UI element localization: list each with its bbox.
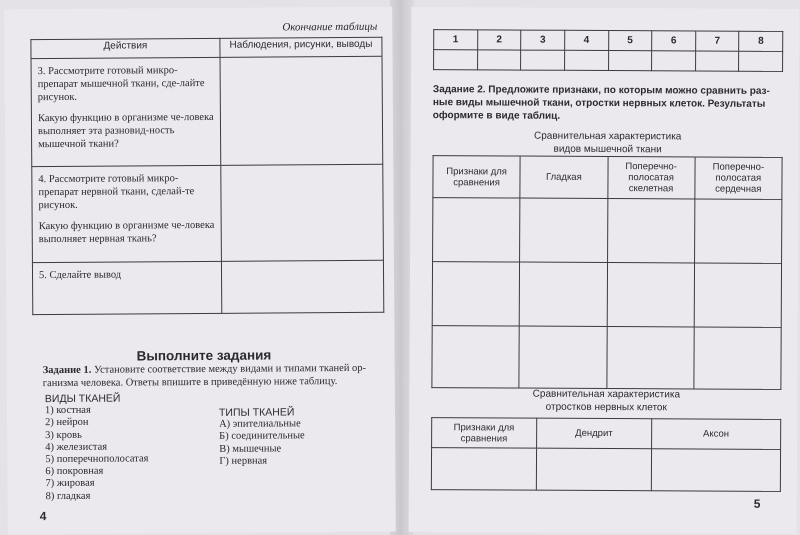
kinds-heading: ВИДЫ ТКАНЕЙ xyxy=(44,392,121,406)
muscle-comparison-table xyxy=(431,155,782,390)
input-cell[interactable] xyxy=(432,326,520,388)
table-continuation-caption: Окончание таблицы xyxy=(282,20,378,34)
header-observations: Наблюдения, рисунки, выводы xyxy=(220,37,382,57)
answer-number: 2 xyxy=(477,30,521,50)
answer-cell[interactable] xyxy=(477,50,521,70)
task-text: 3. Рассмотрите готовый микро-препарат мышечной ткани, сде-лайте рисунок. xyxy=(37,65,205,104)
input-cell[interactable] xyxy=(520,198,608,262)
task-cell xyxy=(31,57,221,166)
answer-number: 3 xyxy=(521,30,565,50)
list-item: 4) железистая xyxy=(45,441,108,453)
neuron-table-caption xyxy=(431,387,781,415)
answer-cell[interactable] xyxy=(695,51,739,71)
table-row xyxy=(433,198,782,264)
answer-number-row xyxy=(434,30,783,52)
task-question: Какую функцию в организме че-ловека выполняет нервная ткань? xyxy=(38,219,215,246)
caption-line: Сравнительная характеристика xyxy=(532,388,681,401)
answer-grid-table xyxy=(433,29,783,72)
observation-answer-cell[interactable] xyxy=(221,260,383,313)
muscle-table-caption xyxy=(433,129,783,157)
input-cell[interactable] xyxy=(519,262,607,326)
input-cell[interactable] xyxy=(607,199,695,263)
observation-answer-cell[interactable] xyxy=(221,164,384,261)
answer-number: 6 xyxy=(652,31,696,51)
table-row xyxy=(432,326,781,390)
answer-cell[interactable] xyxy=(564,50,608,70)
task-question: Какую функцию в организме че-ловека выполняет эта разновид-ность мышечной ткани? xyxy=(37,111,214,151)
task1-body: Установите соответствие между видами и типами тканей ор-ганизма человека. Ответы впишите в приведённую ниже таблицу. xyxy=(42,362,367,389)
input-cell[interactable] xyxy=(519,326,607,388)
list-item: Б) соединительные xyxy=(219,430,305,443)
header-dendrite: Дендрит xyxy=(536,418,651,449)
list-item: Г) нервная xyxy=(219,455,268,467)
task2-text: Задание 2. Предложите признаки, по которым можно сравнить раз-ные виды мышечной ткани, отростки нервных клеток. Результаты оформите в виде таблиц. xyxy=(432,84,770,122)
tissue-types-list xyxy=(219,406,305,468)
tissue-kinds-list xyxy=(45,392,149,503)
input-cell[interactable] xyxy=(651,449,780,492)
input-cell[interactable] xyxy=(694,263,782,327)
caption-line: Сравнительная характеристика xyxy=(534,130,682,143)
answer-cell[interactable] xyxy=(434,50,478,70)
input-cell[interactable] xyxy=(607,263,695,327)
task-text: 4. Рассмотрите готовый микро-препарат нервной ткани, сделай-те рисунок. xyxy=(38,173,195,212)
table-row xyxy=(31,56,383,166)
section-title: Выполните задания xyxy=(136,347,272,364)
task1-text xyxy=(43,363,388,390)
header-actions: Действия xyxy=(31,38,220,58)
list-item: 7) жировая xyxy=(45,478,95,490)
list-item: 1) костная xyxy=(44,404,91,417)
list-item: 8) гладкая xyxy=(45,490,91,502)
header-cardiac: Поперечно-полосатая сердечная xyxy=(695,157,782,199)
answer-cell[interactable] xyxy=(521,50,565,70)
input-cell[interactable] xyxy=(694,199,782,263)
right-page xyxy=(409,7,800,534)
input-cell[interactable] xyxy=(606,327,694,389)
table-row xyxy=(32,164,384,262)
list-item: 5) поперечнополосатая xyxy=(45,453,149,466)
observation-answer-cell[interactable] xyxy=(220,56,383,165)
neuron-comparison-table xyxy=(431,417,781,492)
header-axon: Аксон xyxy=(651,419,780,450)
table-row xyxy=(32,260,383,314)
header-smooth: Гладкая xyxy=(520,156,607,198)
input-cell[interactable] xyxy=(431,448,536,491)
answer-number: 5 xyxy=(608,31,652,51)
list-item: А) эпителиальные xyxy=(219,418,301,431)
input-cell[interactable] xyxy=(694,327,782,389)
list-item: 6) покровная xyxy=(45,465,104,478)
task-cell xyxy=(32,261,221,314)
answer-number: 1 xyxy=(434,30,478,50)
page-number: 5 xyxy=(753,496,761,511)
left-page xyxy=(4,7,396,535)
page-number: 4 xyxy=(39,509,47,524)
answer-cell[interactable] xyxy=(739,51,783,71)
caption-line: видов мышечной ткани xyxy=(553,143,662,156)
answer-letter-row xyxy=(434,50,783,72)
answer-cell[interactable] xyxy=(608,51,652,71)
answer-number: 4 xyxy=(565,30,609,50)
list-item: 3) кровь xyxy=(45,429,82,441)
input-cell[interactable] xyxy=(432,262,520,326)
header-features: Признаки для сравнения xyxy=(433,156,520,198)
header-skeletal: Поперечно-полосатая скелетная xyxy=(607,157,694,199)
list-item: 2) нейрон xyxy=(45,417,89,429)
answer-cell[interactable] xyxy=(652,51,696,71)
task-text: 5. Сделайте вывод xyxy=(38,269,122,282)
lab-actions-table xyxy=(30,37,384,315)
answer-number: 7 xyxy=(695,31,739,51)
table-row xyxy=(431,448,780,492)
task-cell xyxy=(32,165,222,262)
list-item: В) мышечные xyxy=(219,443,282,455)
task1-label: Задание 1. xyxy=(42,364,92,377)
answer-number: 8 xyxy=(739,31,783,51)
types-heading: ТИПЫ ТКАНЕЙ xyxy=(218,406,295,419)
input-cell[interactable] xyxy=(433,198,521,262)
table-row xyxy=(432,262,781,328)
input-cell[interactable] xyxy=(536,448,651,491)
caption-line: отростков нервных клеток xyxy=(545,401,667,414)
header-features: Признаки для сравнения xyxy=(432,418,537,449)
